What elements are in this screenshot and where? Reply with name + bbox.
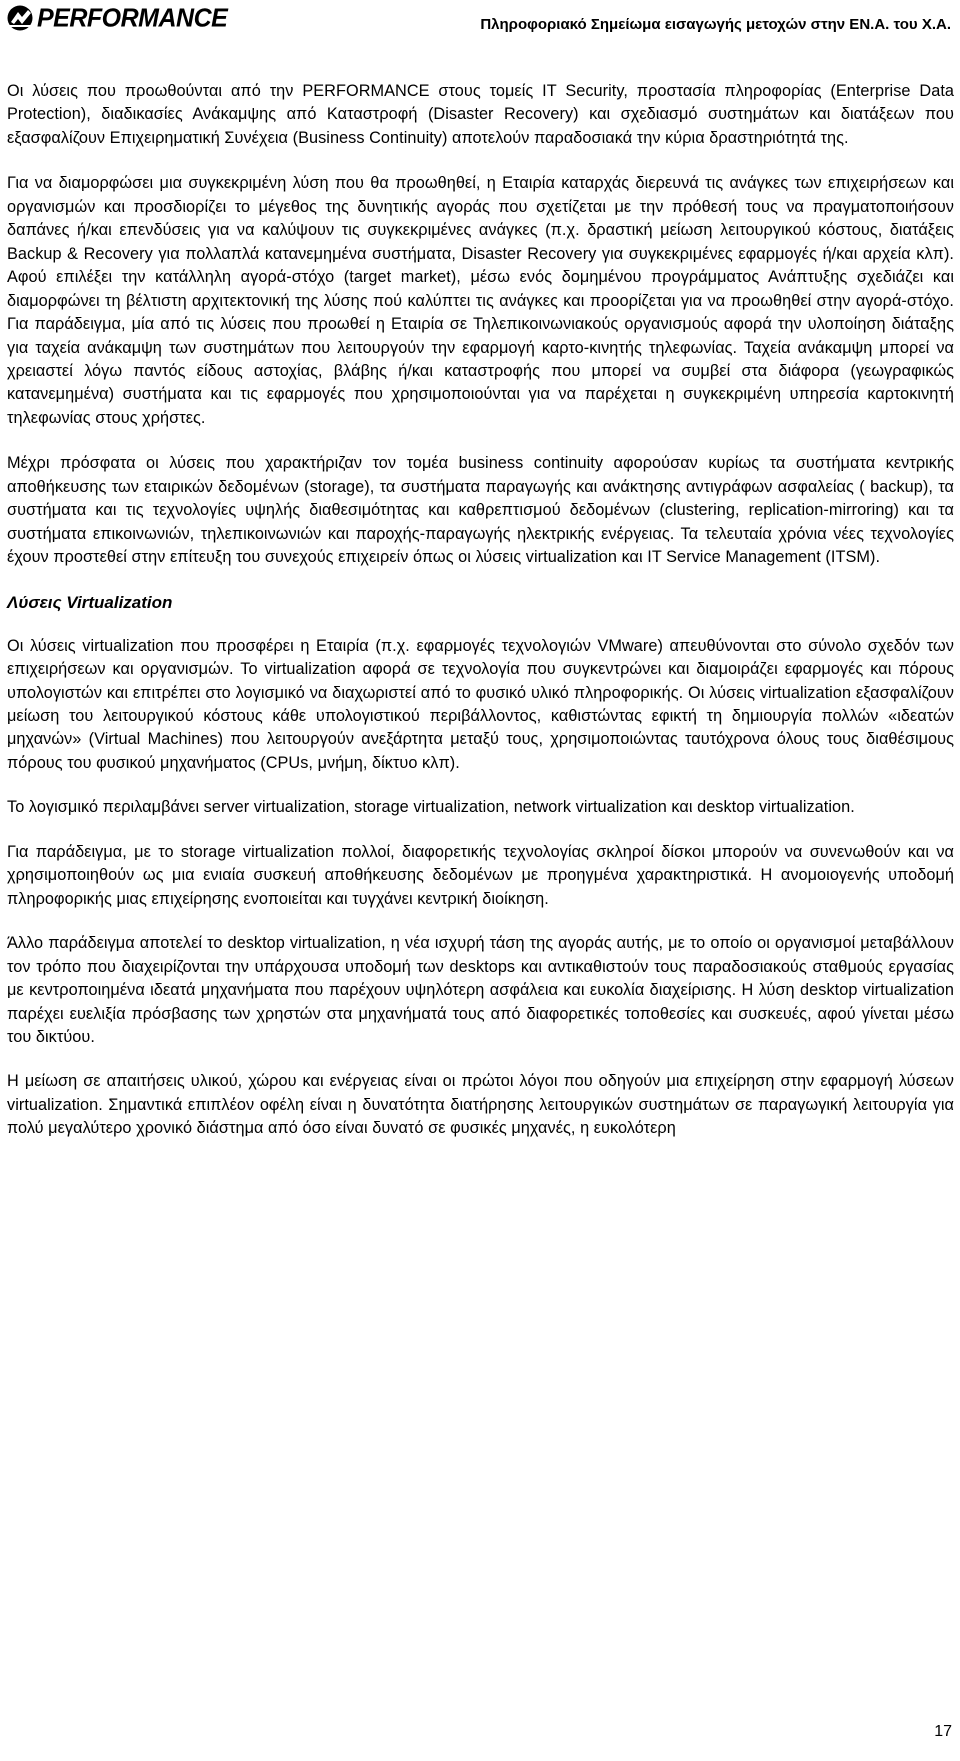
page-header	[6, 4, 954, 36]
section-title: Λύσεις Virtualization	[7, 592, 173, 612]
paragraph: Άλλο παράδειγμα αποτελεί το desktop virtualization, η νέα ισχυρή τάση της αγοράς αυτής, με το οποίο οι οργανισμοί μεταβάλλουν τον τρόπο που διαχειρίζονται την υπάρχουσα υποδομή των desktops και αντικαθιστούν τους παραδοσιακούς σταθμούς εργασίας με κεντροποιημένα ιδεατά μηχανήματα που παρέχουν υψηλότερη ασφάλεια και ευκολία διαχείρισης. Η λύση desktop virtualization παρέχει ευελιξία πρόσβασης των χρηστών στα μηχανήματά τους από διαφορετικές τοποθεσίες και συσκευές, αφού γίνεται μέσω του δικτύου.	[7, 934, 954, 1046]
page-number: 17	[934, 1723, 952, 1740]
paragraph: Το λογισμικό περιλαμβάνει server virtualization, storage virtualization, network virtualization και desktop virtualization.	[7, 798, 855, 817]
document-body	[7, 80, 954, 1141]
document-title: Πληροφοριακό Σημείωμα εισαγωγής μετοχών στην ΕΝ.Α. του Χ.Α.	[480, 16, 951, 33]
logo-text: PERFORMANCE	[37, 3, 228, 33]
paragraph: Μέχρι πρόσφατα οι λύσεις που χαρακτήριζαν τον τομέα business continuity αφορούσαν κυρίως τα συστήματα κεντρικής αποθήκευσης των εταιρικών δεδομένων (storage), τα συστήματα παραγωγής και ανάκτησης αντιγράφων ασφαλείας ( backup), τα συστήματα και τις τεχνολογίες υψηλής διαθεσιμότητας και καθρεπτισμού δεδομένων (clustering, replication-mirroring) και τα συστήματα επικοινωνιών, τηλεπικοινωνιών και παροχής-παραγωγής ηλεκτρικής ενέργειας. Τα τελευταία χρόνια νέες τεχνολογίες έχουν προστεθεί στην επίτευξη του συνεχούς επιχειρείν όπως οι λύσεις virtualization και IT Service Management (ITSM).	[7, 454, 954, 567]
paragraph: Η μείωση σε απαιτήσεις υλικού, χώρου και ενέργειας είναι οι πρώτοι λόγοι που οδηγούν μια επιχείρηση στην εφαρμογή λύσεων virtualization. Σημαντικά επιπλέον οφέλη είναι η δυνατότητα διατήρησης λειτουργικών συστημάτων σε παραγωγική λειτουργία για πολύ μεγαλύτερο χρονικό διάστημα από όσο είναι δυνατό σε φυσικές μηχανές, η ευκολότερη	[7, 1072, 954, 1138]
performance-logo-icon	[6, 4, 36, 32]
paragraph: Οι λύσεις που προωθούνται από την PERFORMANCE στους τομείς IT Security, προστασία πληροφορίας (Enterprise Data Protection), διαδικασίες Ανάκαμψης από Καταστροφή (Disaster Recovery) και σχεδιασμό συστημάτων και διατάξεων που εξασφαλίζουν Επιχειρηματική Συνέχεια (Business Continuity) αποτελούν παραδοσιακά την κύρια δραστηριότητά της.	[7, 82, 954, 147]
company-logo	[6, 4, 227, 32]
paragraph: Οι λύσεις virtualization που προσφέρει η Εταιρία (π.χ. εφαρμογές τεχνολογιών VMware) απευθύνονται στο σύνολο σχεδόν των επιχειρήσεων και οργανισμών. Το virtualization αφορά σε τεχνολογία που συγκεντρώνει και διαμοιράζει εφαρμογές και πόρους υπολογιστών και επιτρέπει στο λογισμικό να διαχωριστεί από το φυσικό υλικό πληροφορικής. Οι λύσεις virtualization εξασφαλίζουν μείωση του λειτουργικού κόστους κάθε υπολογιστικού περιβάλλοντος, καθιστώντας εφικτή τη δημιουργία πολλών «ιδεατών μηχανών» (Virtual Machines) που λειτουργούν ανεξάρτητα μεταξύ τους, χρησιμοποιώντας ταυτόχρονα όλους τους διαθέσιμους πόρους του φυσικού μηχανήματος (CPUs, μνήμη, δίκτυο κλπ).	[7, 636, 954, 772]
paragraph: Για να διαμορφώσει μια συγκεκριμένη λύση που θα προωθηθεί, η Εταιρία καταρχάς διερευνά τις ανάγκες των επιχειρήσεων και οργανισμών και προσδιορίζει το μέγεθος της δυνητικής αγοράς που σχετίζεται με την πρόθεσή τους να πραγματοποιήσουν δαπάνες ή/και επενδύσεις για να καλύψουν τις συγκεκριμένες ανάγκες (π.χ. δραστική μείωση λειτουργικού κόστους, διατάξεις Backup & Recovery για πολλαπλά κατανεμημένα συστήματα, Disaster Recovery για συγκεκριμένες εφαρμογές ή/και αρχεία κλπ). Αφού επιλέξει την κατάλληλη αγορά-στόχο (target market), μέσω ενός δομημένου προγράμματος Ανάπτυξης σχεδιάζει και διαμορφώνει τη βέλτιστη αρχιτεκτονική της λύσης πού καλύπτει τις ανάγκες και προορίζεται για να προωθηθεί στην αγορά-στόχο. Για παράδειγμα, μία από τις λύσεις που προωθεί η Εταιρία σε Τηλεπικοινωνιακούς οργανισμούς αφορά την υλοποίηση διάταξης για ταχεία ανάκαμψη των συστημάτων που λειτουργούν την εφαρμογή καρτο-κινητής τηλεφωνίας. Ταχεία ανάκαμψη μπορεί να χρειαστεί λόγω παντός είδους αστοχίας, βλάβης ή/και καταστροφής που μπορεί να συμβεί στα διάφορα (γεωγραφικώς κατανεμημένα) συστήματα και τις εφαρμογές που χρησιμοποιούνται για να παρέχεται η συγκεκριμένη υπηρεσία καρτοκινητή τηλεφωνίας στους χρήστες.	[7, 174, 954, 427]
paragraph: Για παράδειγμα, με το storage virtualization πολλοί, διαφορετικής τεχνολογίας σκληροί δίσκοι μπορούν να συνενωθούν και να χρησιμοποιηθούν ως μια ενιαία συσκευή αποθήκευσης δεδομένων με προηγμένα χαρακτηριστικά. Η ανομοιογενής υποδομή πληροφορικής μιας επιχείρησης ενοποιείται και τυγχάνει κεντρική διοίκηση.	[7, 842, 954, 908]
